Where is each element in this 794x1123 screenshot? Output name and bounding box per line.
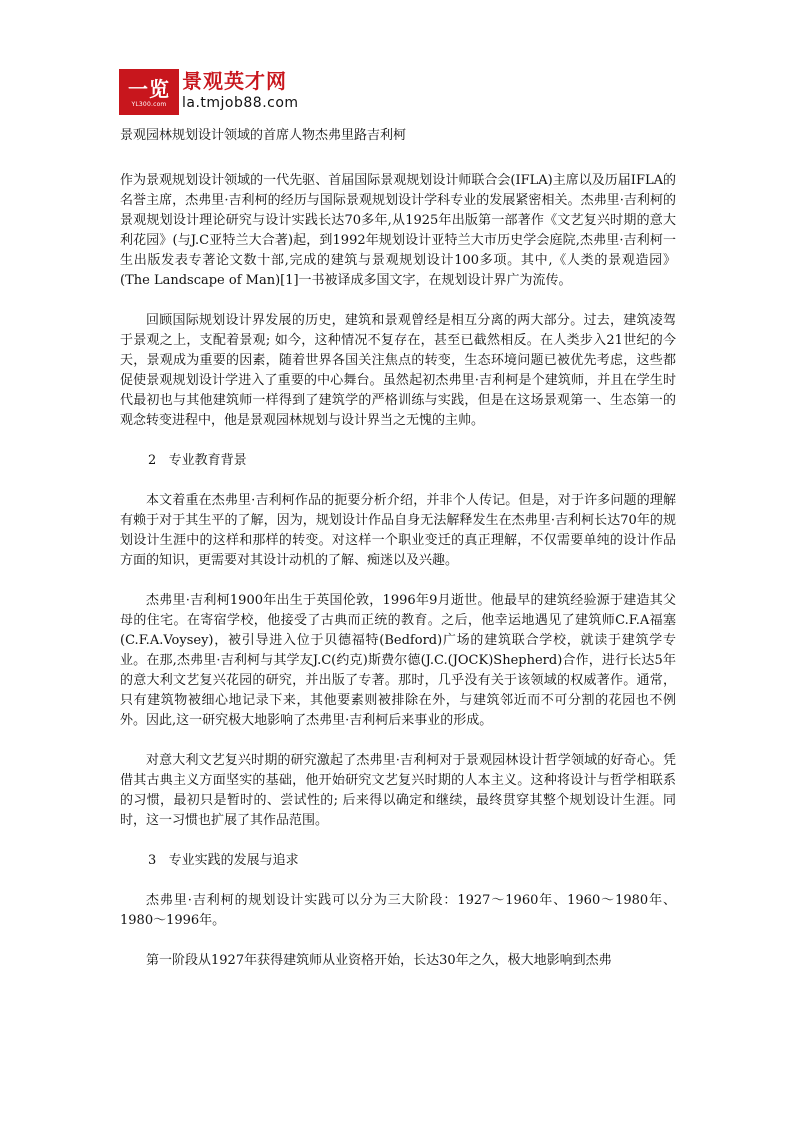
section-heading-practice: 3 专业实践的发展与追求 xyxy=(148,853,299,868)
paragraph-practice-1: 杰弗里·吉利柯的规划设计实践可以分为三大阶段：1927～1960年、1960～1980年、1980～1996年。 xyxy=(120,893,676,928)
document-title: 景观园林规划设计领域的首席人物杰弗里路吉利柯 xyxy=(120,128,407,143)
paragraph-education-2: 杰弗里·吉利柯1900年出生于英国伦敦，1996年9月逝世。他最早的建筑经验源于建造其父母的住宅。在寄宿学校，他接受了古典而正统的教育。之后，他幸运地遇见了建筑师C.F.A福塞(C.F.A.Voysey)，被引导进入位于贝德福特(Bedford)广场的建筑联合学校，就读于建筑学专业。在那,杰弗里·吉利柯与其学友J.C(约克)斯费尔德(J.C.(JOCK)Shepherd)合作，进行长达5年的意大利文艺复兴花园的研究，并出版了专著。那时，几乎没有关于该领域的权威著作。通常，只有建筑物被细心地记录下来，其他要素则被排除在外，与建筑邻近而不可分割的花园也不例外。因此,这一研究极大地影响了杰弗里·吉利柯后来事业的形成。 xyxy=(120,593,676,728)
paragraph-education-3: 对意大利文艺复兴时期的研究激起了杰弗里·吉利柯对于景观园林设计哲学领域的好奇心。凭借其古典主义方面坚实的基础，他开始研究文艺复兴时期的人本主义。这种将设计与哲学相联系的习惯，最初只是暂时的、尝试性的; 后来得以确定和继续，最终贯穿其整个规划设计生涯。同时，这一习惯也扩展了其作品范围。 xyxy=(120,753,676,828)
paragraph-intro: 作为景观规划设计领域的一代先驱、首届国际景观规划设计师联合会(IFLA)主席以及历届IFLA的名誉主席，杰弗里·吉利柯的经历与国际景观规划设计学科专业的发展紧密相关。杰弗里·吉利柯的景观规划设计理论研究与设计实践长达70多年,从1925年出版第一部著作《文艺复兴时期的意大利花园》(与J.C亚特兰大合著)起，到1992年规划设计亚特兰大市历史学会庭院,杰弗里·吉利柯一生出版发表专著论文数十部,完成的建筑与景观规划设计100多项。其中,《人类的景观造园》(The Landscape of Man)[1]一书被译成多国文字，在规划设计界广为流传。 xyxy=(120,173,676,288)
site-logo[interactable] xyxy=(119,69,299,115)
paragraph-education-1: 本文着重在杰弗里·吉利柯作品的扼要分析介绍，并非个人传记。但是，对于许多问题的理解有赖于对于其生平的了解，因为，规划设计作品自身无法解释发生在杰弗里·吉利柯长达70年的规划设计生涯中的这样和那样的转变。对这样一个职业变迁的真正理解，不仅需要单纯的设计作品方面的知识，更需要对其设计动机的了解、痴迷以及兴趣。 xyxy=(120,493,676,568)
logo-text-block xyxy=(182,69,299,115)
document-body xyxy=(120,126,676,991)
section-heading-education: 2 专业教育背景 xyxy=(148,453,247,468)
logo-badge-main-text: 一览 xyxy=(128,76,170,101)
logo-url: la.tmjob88.com xyxy=(182,95,299,111)
paragraph-history: 回顾国际规划设计界发展的历史，建筑和景观曾经是相互分离的两大部分。过去，建筑凌驾于景观之上，支配着景观; 如今，这种情况不复存在，甚至已截然相反。在人类步入21世纪的今天，景观成为重要的因素，随着世界各国关注焦点的转变，生态环境问题已被优先考虑，这些都促使景观规划设计学进入了重要的中心舞台。虽然起初杰弗里·吉利柯是个建筑师，并且在学生时代最初也与其他建筑师一样得到了建筑学的严格训练与实践，但是在这场景观第一、生态第一的观念转变进程中，他是景观园林规划与设计界当之无愧的主帅。 xyxy=(120,313,676,428)
logo-badge xyxy=(119,69,179,115)
logo-badge-sub-text: YL300.com xyxy=(131,100,167,108)
paragraph-practice-2: 第一阶段从1927年获得建筑师从业资格开始，长达30年之久，极大地影响到杰弗 xyxy=(146,953,612,968)
logo-brand-name: 景观英才网 xyxy=(182,69,287,93)
